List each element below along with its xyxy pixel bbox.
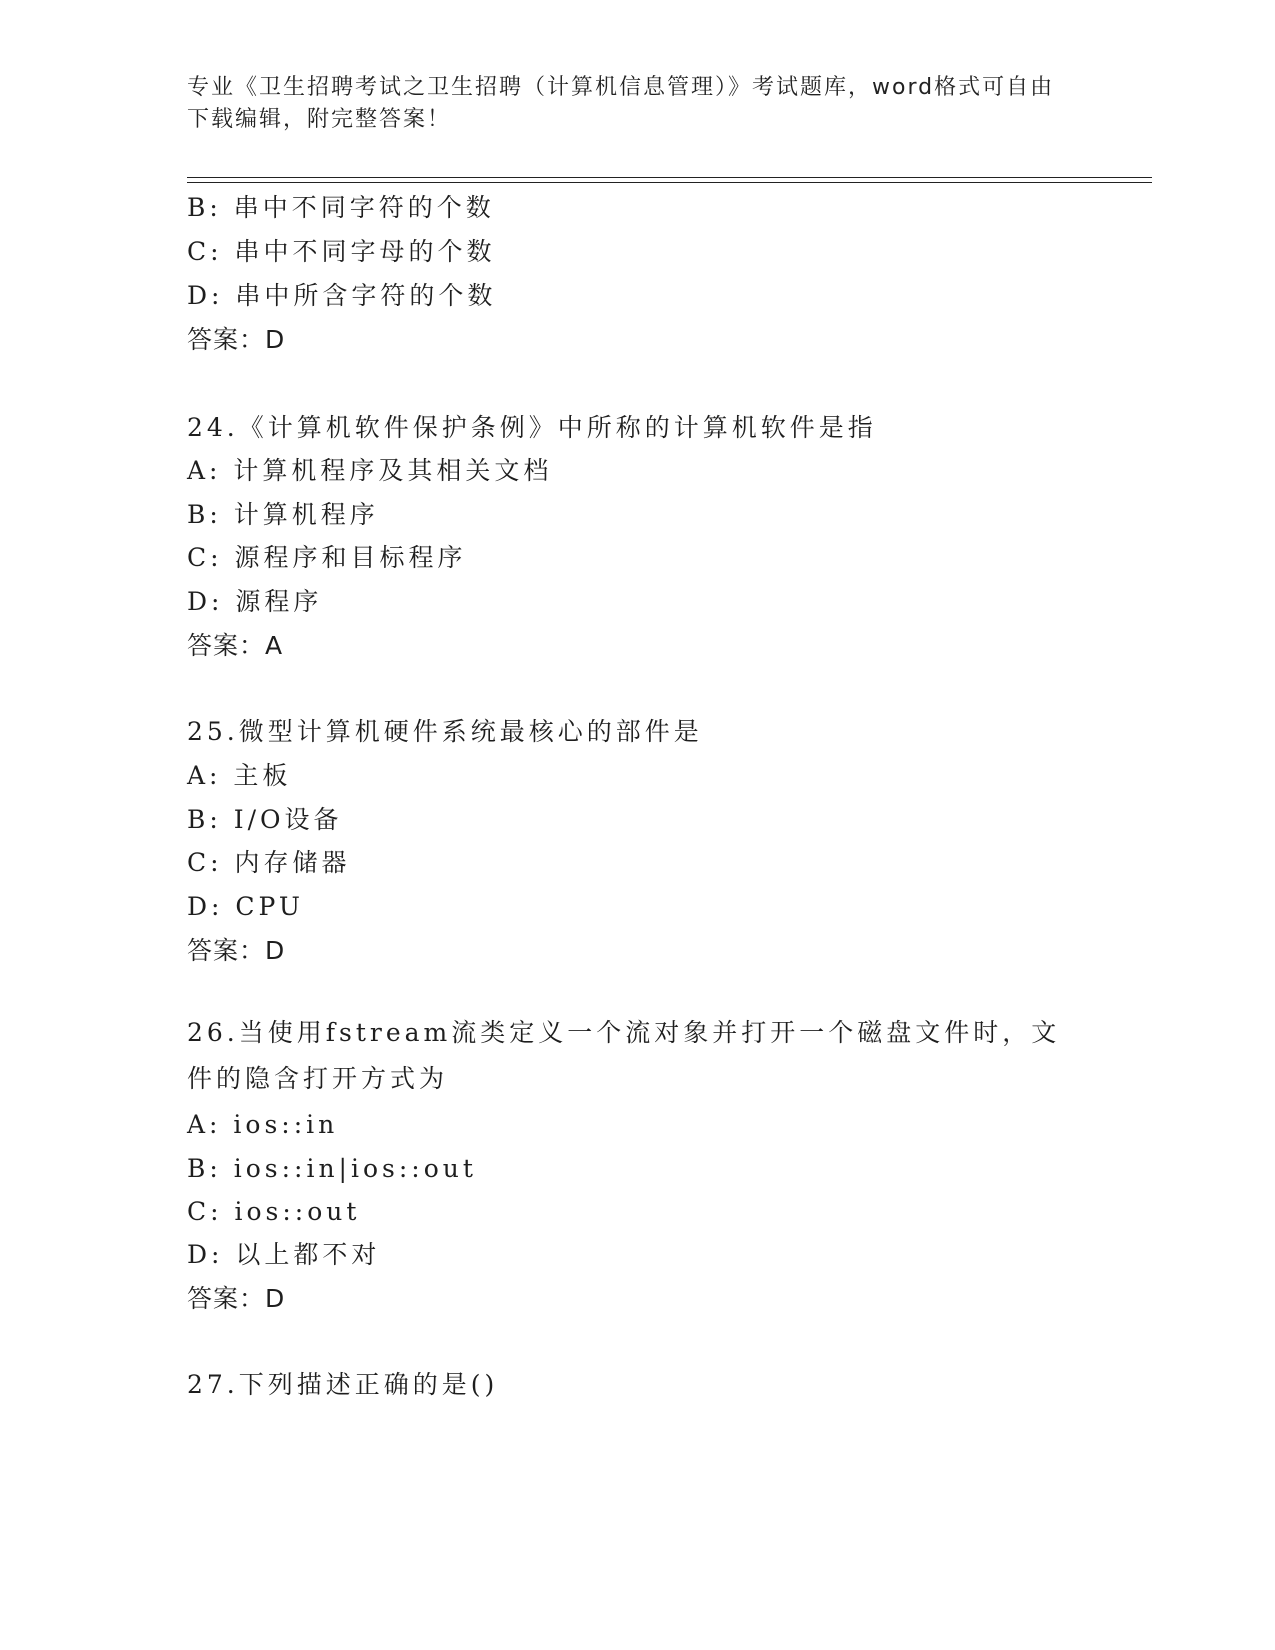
option-line: D: 以上都不对 — [187, 1240, 381, 1269]
question-stem: 26.当使用fstream流类定义一个流对象并打开一个磁盘文件时，文件的隐含打开方式为 — [187, 1018, 1061, 1093]
question-stem: 24.《计算机软件保护条例》中所称的计算机软件是指 — [187, 413, 877, 442]
option-line: D: 源程序 — [187, 587, 323, 616]
document-header: 专业《卫生招聘考试之卫生招聘（计算机信息管理）》考试题库，word格式可自由下载编辑，附完整答案！ — [187, 75, 1055, 132]
option-line: C: ios::out — [187, 1197, 361, 1226]
option-line: B: ios::in|ios::out — [187, 1154, 477, 1183]
answer-line: 答案：D — [187, 325, 286, 354]
answer-line: 答案：A — [187, 631, 284, 660]
option-line: C: 源程序和目标程序 — [187, 543, 467, 572]
option-line: A: 主板 — [187, 761, 292, 790]
option-line: B: I/O设备 — [187, 805, 343, 834]
question-stem: 25.微型计算机硬件系统最核心的部件是 — [187, 717, 703, 746]
option-line: D: CPU — [187, 892, 304, 921]
option-line: B: 计算机程序 — [187, 500, 379, 529]
option-line: A: ios::in — [187, 1110, 339, 1139]
option-line: C: 串中不同字母的个数 — [187, 237, 496, 266]
option-line: A: 计算机程序及其相关文档 — [187, 456, 553, 485]
answer-line: 答案：D — [187, 1284, 286, 1313]
option-line: D: 串中所含字符的个数 — [187, 281, 497, 310]
option-line: B: 串中不同字符的个数 — [187, 193, 495, 222]
option-line: C: 内存储器 — [187, 848, 351, 877]
question-stem: 27.下列描述正确的是() — [187, 1370, 499, 1399]
header-rule-top — [187, 177, 1152, 178]
header-rule-bottom — [187, 182, 1152, 183]
answer-line: 答案：D — [187, 936, 286, 965]
